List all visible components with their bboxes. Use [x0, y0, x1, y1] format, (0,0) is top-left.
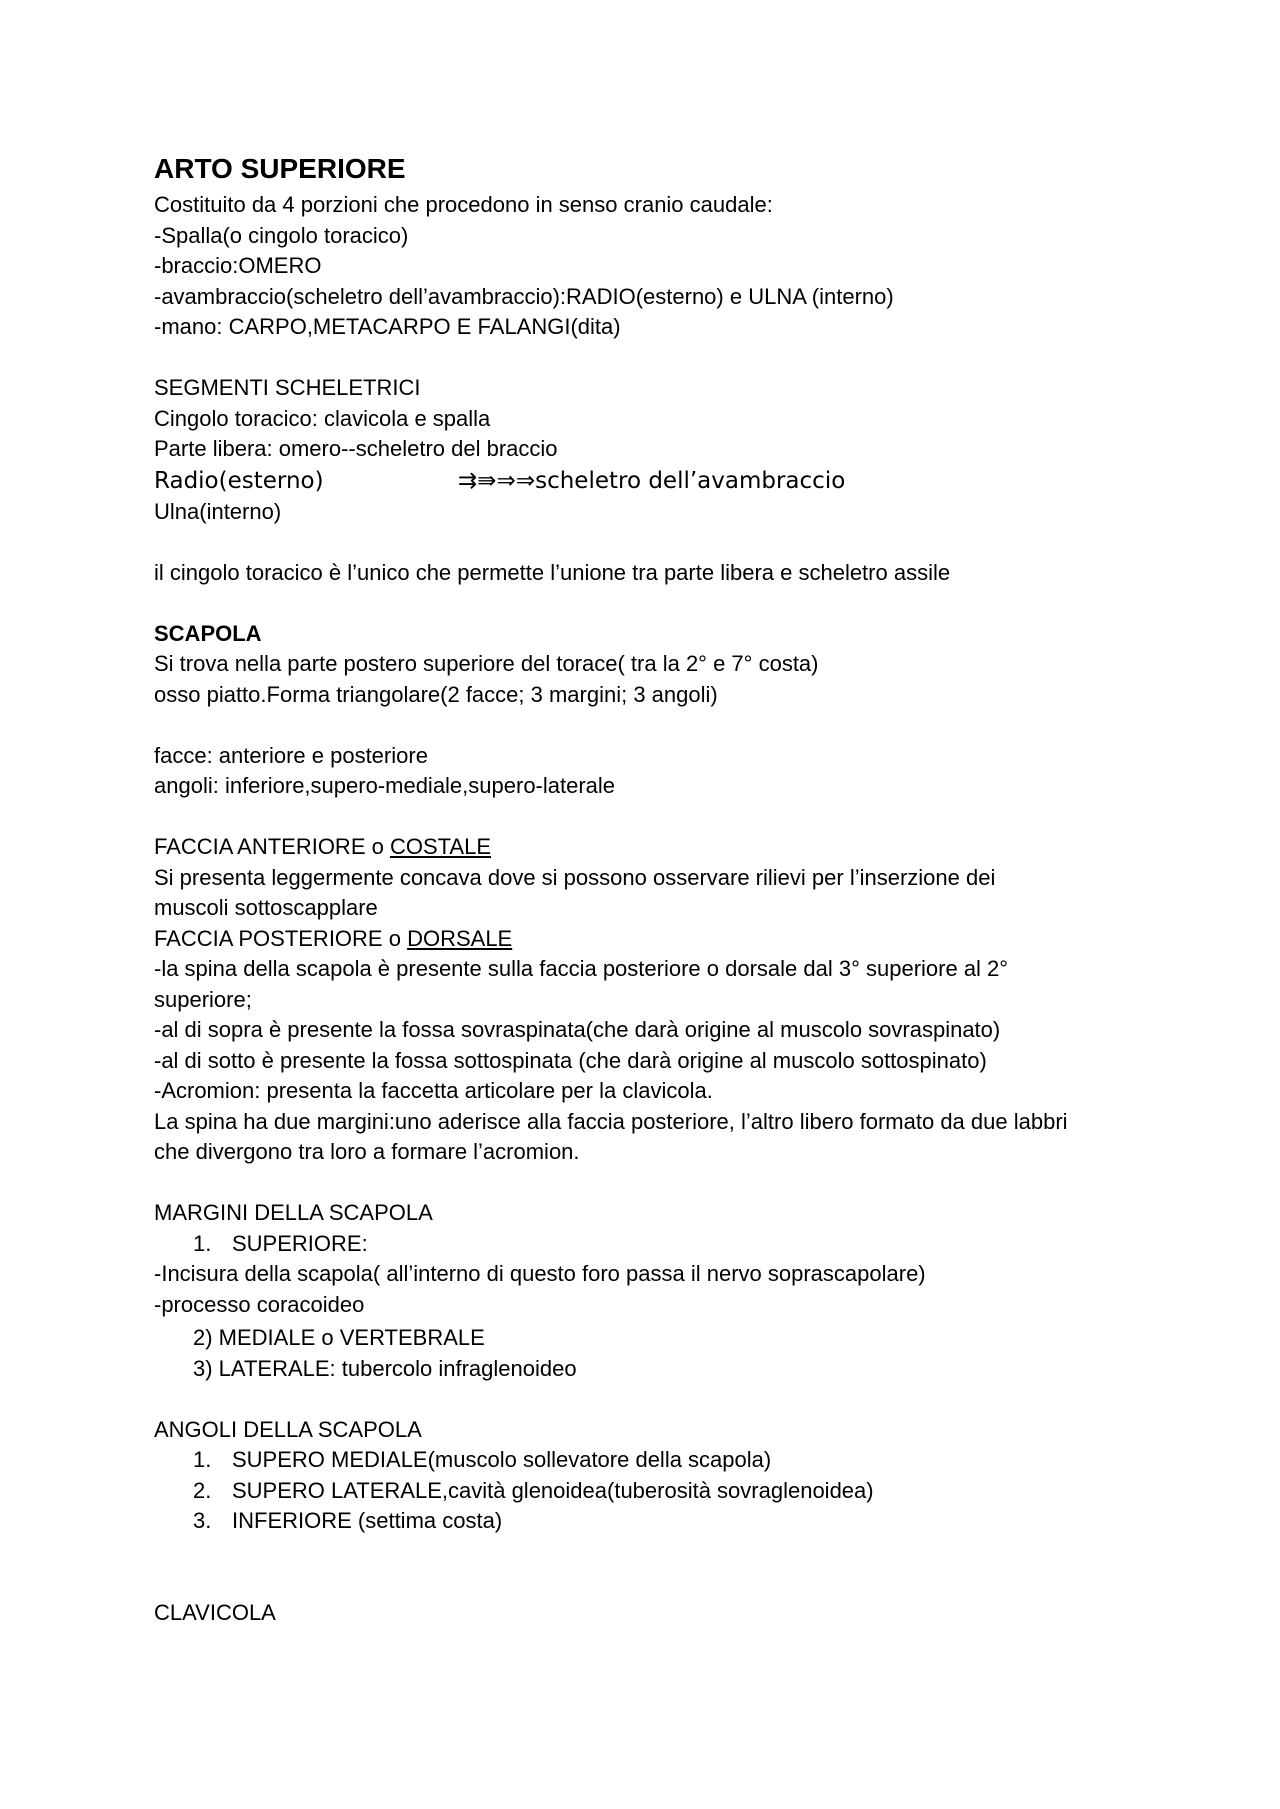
page-title: ARTO SUPERIORE: [154, 153, 406, 184]
heading-prefix: FACCIA ANTERIORE o: [154, 834, 390, 859]
angoli-heading: ANGOLI DELLA SCAPOLA: [154, 1416, 422, 1442]
scapola-line: osso piatto.Forma triangolare(2 facce; 3 margini; 3 angoli): [154, 681, 718, 707]
angoli-item: [154, 1476, 1084, 1507]
margini-processo: -processo coracoideo: [154, 1291, 365, 1317]
faccia-posteriore-heading: [154, 924, 1084, 955]
cingolo-note: il cingolo toracico è l’unico che permette l’unione tra parte libera e scheletro assile: [154, 559, 951, 585]
list-number: 1.: [193, 1230, 212, 1256]
faccia-posteriore-sopra: -al di sopra è presente la fossa sovraspinata(che darà origine al muscolo sovraspinato): [154, 1017, 1001, 1042]
intro-lead: Costituito da 4 porzioni che procedono in senso cranio caudale:: [154, 192, 773, 217]
list-text: SUPERIORE:: [232, 1230, 368, 1256]
segmenti-radio-row: [154, 465, 1084, 497]
list-number: 3.: [193, 1508, 212, 1533]
intro-item: -braccio:OMERO: [154, 253, 322, 278]
faccia-posteriore-margini-spina: La spina ha due margini:uno aderisce alla faccia posteriore, l’altro libero formato da due labbri che divergono tra loro a formare l’acromion.: [154, 1108, 1068, 1164]
scapola-heading: SCAPOLA: [154, 620, 262, 646]
heading-underlined: DORSALE: [407, 925, 513, 951]
intro-item: -avambraccio(scheletro dell’avambraccio):RADIO(esterno) e ULNA (interno): [154, 283, 894, 309]
list-text: INFERIORE (settima costa): [232, 1508, 503, 1533]
angoli-item: [154, 1506, 1084, 1537]
angoli-item: [154, 1445, 1084, 1476]
margini-item-2: 2) MEDIALE o VERTEBRALE: [193, 1325, 485, 1350]
list-text: SUPERO MEDIALE(muscolo sollevatore della scapola): [232, 1447, 772, 1472]
segmenti-ulna: Ulna(interno): [154, 498, 282, 524]
heading-prefix: FACCIA POSTERIORE o: [154, 925, 408, 951]
margini-item-1: [154, 1229, 1084, 1260]
intro-item: -mano: CARPO,METACARPO E FALANGI(dita): [154, 314, 621, 339]
margini-incisura: -Incisura della scapola( all’interno di questo foro passa il nervo soprascapolare): [154, 1261, 926, 1286]
margini-item-3: 3) LATERALE: tubercolo infraglenoideo: [193, 1355, 577, 1381]
faccia-anteriore-heading: [154, 832, 1084, 863]
segmenti-arrow-text: ⇉⇛⇒⇒scheletro dell’avambraccio: [458, 467, 846, 494]
list-text: SUPERO LATERALE,cavità glenoidea(tuberosità sovraglenoidea): [232, 1477, 874, 1503]
heading-underlined: COSTALE: [389, 834, 492, 859]
intro-item: -Spalla(o cingolo toracico): [154, 222, 409, 248]
segmenti-parte-libera: Parte libera: omero--scheletro del braccio: [154, 436, 558, 461]
segmenti-heading: SEGMENTI SCHELETRICI: [154, 375, 421, 400]
scapola-angoli: angoli: inferiore,supero-mediale,supero-laterale: [154, 773, 616, 798]
faccia-anteriore-text: Si presenta leggermente concava dove si possono osservare rilievi per l’inserzione dei muscoli sottoscapplare: [154, 864, 996, 920]
scapola-facce: facce: anteriore e posteriore: [154, 742, 428, 768]
faccia-posteriore-acromion: -Acromion: presenta la faccetta articolare per la clavicola.: [154, 1078, 713, 1103]
clavicola-heading: CLAVICOLA: [154, 1599, 276, 1625]
segmenti-cingolo: Cingolo toracico: clavicola e spalla: [154, 405, 491, 431]
segmenti-radio: Radio(esterno): [154, 467, 324, 494]
faccia-posteriore-spina: -la spina della scapola è presente sulla faccia posteriore o dorsale dal 3° superiore al 2° superiore;: [154, 956, 1009, 1012]
faccia-posteriore-sotto: -al di sotto è presente la fossa sottospinata (che darà origine al muscolo sottospinato): [154, 1047, 987, 1073]
document-body: [154, 151, 1084, 1628]
list-number: 1.: [193, 1447, 212, 1472]
scapola-line: Si trova nella parte postero superiore del torace( tra la 2° e 7° costa): [154, 651, 819, 676]
margini-heading: MARGINI DELLA SCAPOLA: [154, 1200, 433, 1225]
list-number: 2.: [193, 1477, 212, 1503]
